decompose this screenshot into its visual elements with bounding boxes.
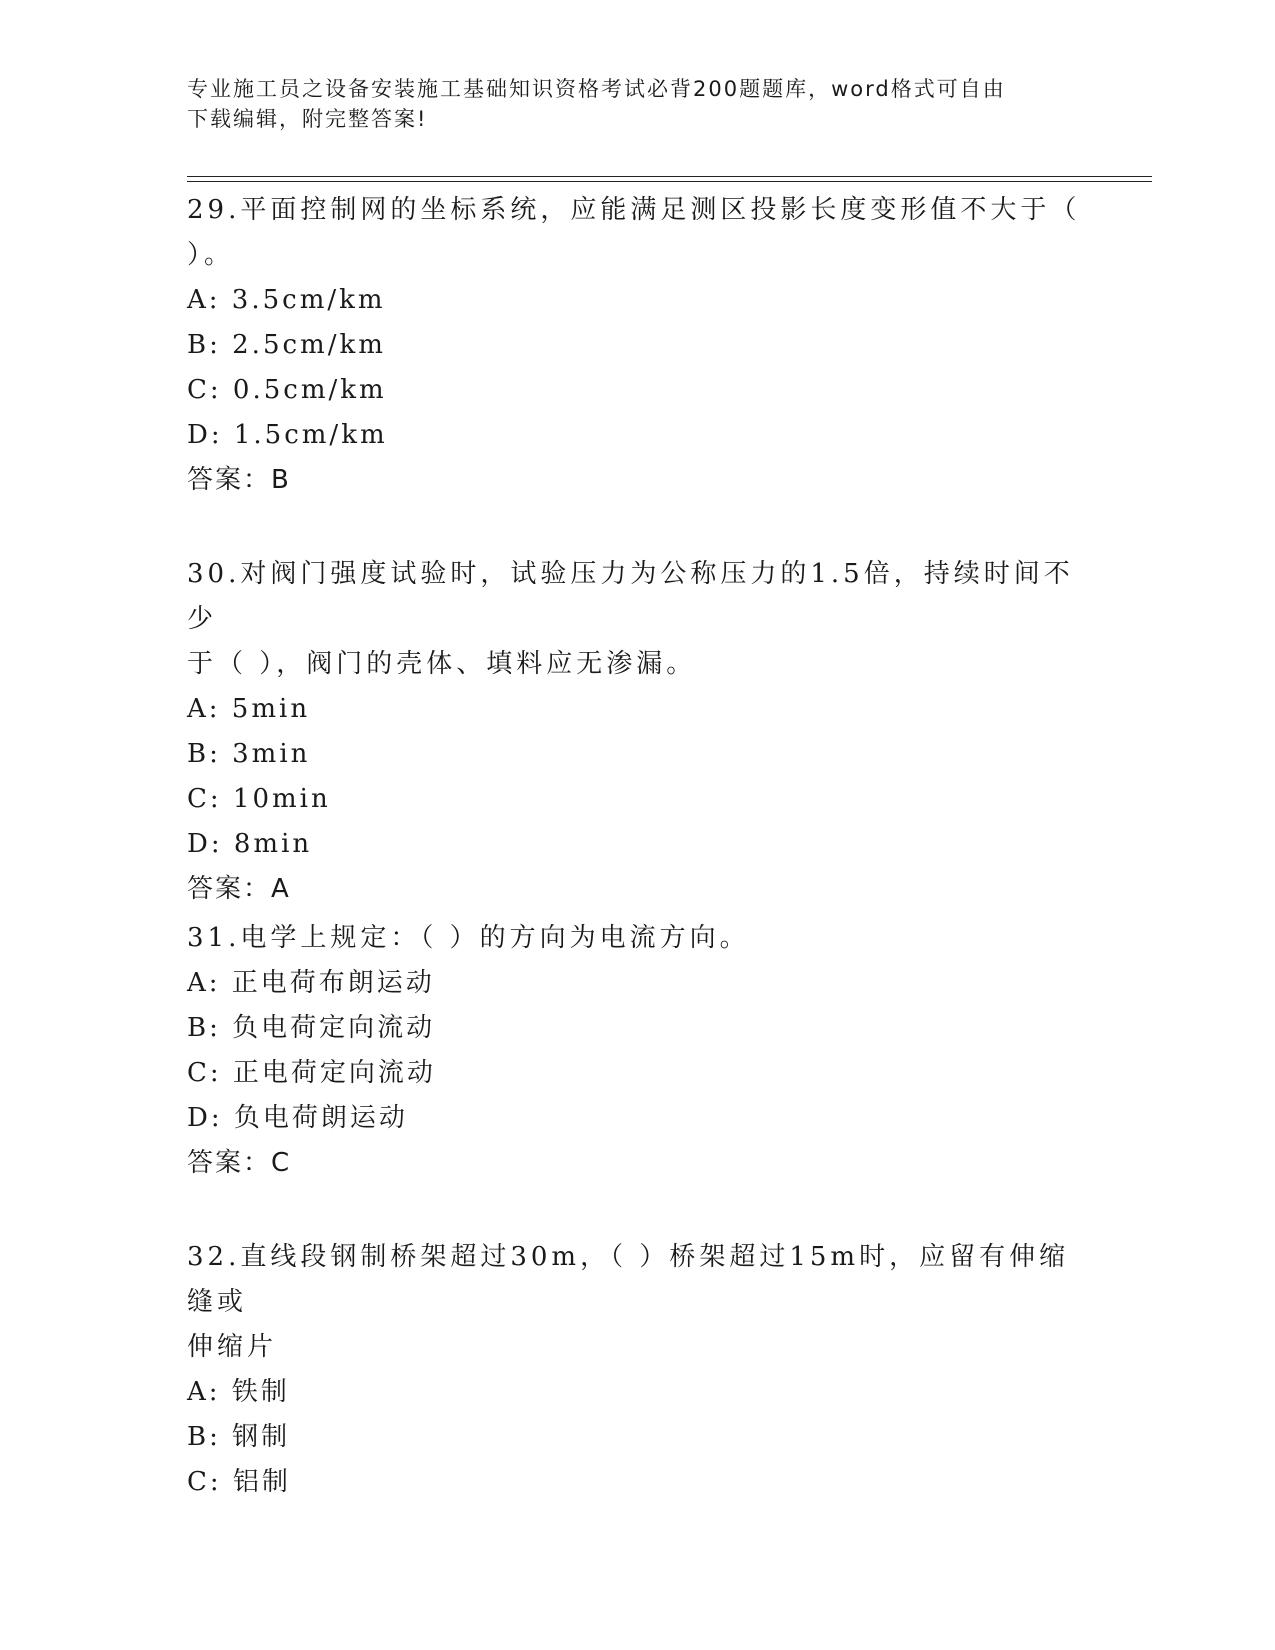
question-text-line-2: 于（ ），阀门的壳体、填料应无渗漏。: [187, 649, 697, 679]
header-title-line-2: 下载编辑，附完整答案!: [187, 107, 428, 131]
option-b: B: 钢制: [187, 1422, 291, 1452]
option-b: B: 2.5cm/km: [187, 330, 386, 360]
question-text-line-1: 30.对阀门强度试验时，试验压力为公称压力的1.5倍，持续时间不少: [187, 559, 1074, 634]
answer-label: 答案：A: [187, 874, 291, 904]
question-text-line-2: 伸缩片: [187, 1332, 278, 1362]
answer-label: 答案：C: [187, 1148, 292, 1178]
document-header: [187, 74, 1067, 134]
option-c: C: 正电荷定向流动: [187, 1058, 436, 1088]
option-d: D: 8min: [187, 829, 313, 859]
option-b: B: 3min: [187, 739, 311, 769]
option-a: A: 铁制: [187, 1377, 290, 1407]
option-c: C: 10min: [187, 784, 331, 814]
header-divider-top: [187, 176, 1152, 177]
option-d: D: 1.5cm/km: [187, 420, 388, 450]
question-29: [187, 188, 1087, 503]
option-a: A: 正电荷布朗运动: [187, 968, 435, 998]
question-32: [187, 1235, 1087, 1505]
option-a: A: 5min: [187, 694, 311, 724]
question-31: [187, 916, 1087, 1186]
answer-label: 答案：B: [187, 465, 291, 495]
question-text-line-1: 31.电学上规定：（ ）的方向为电流方向。: [187, 923, 750, 953]
question-text-line-2: ）。: [187, 240, 235, 270]
header-divider-bottom: [187, 181, 1152, 182]
option-c: C: 铝制: [187, 1467, 291, 1497]
option-b: B: 负电荷定向流动: [187, 1013, 436, 1043]
header-title-line-1: 专业施工员之设备安装施工基础知识资格考试必背200题题库，word格式可自由: [187, 77, 1006, 101]
question-text-line-1: 32.直线段钢制桥架超过30m，（ ）桥架超过15m时，应留有伸缩缝或: [187, 1242, 1070, 1317]
option-a: A: 3.5cm/km: [187, 285, 386, 315]
question-30: [187, 552, 1087, 912]
option-c: C: 0.5cm/km: [187, 375, 387, 405]
option-d: D: 负电荷朗运动: [187, 1103, 408, 1133]
question-text-line-1: 29.平面控制网的坐标系统，应能满足测区投影长度变形值不大于（: [187, 195, 1081, 225]
